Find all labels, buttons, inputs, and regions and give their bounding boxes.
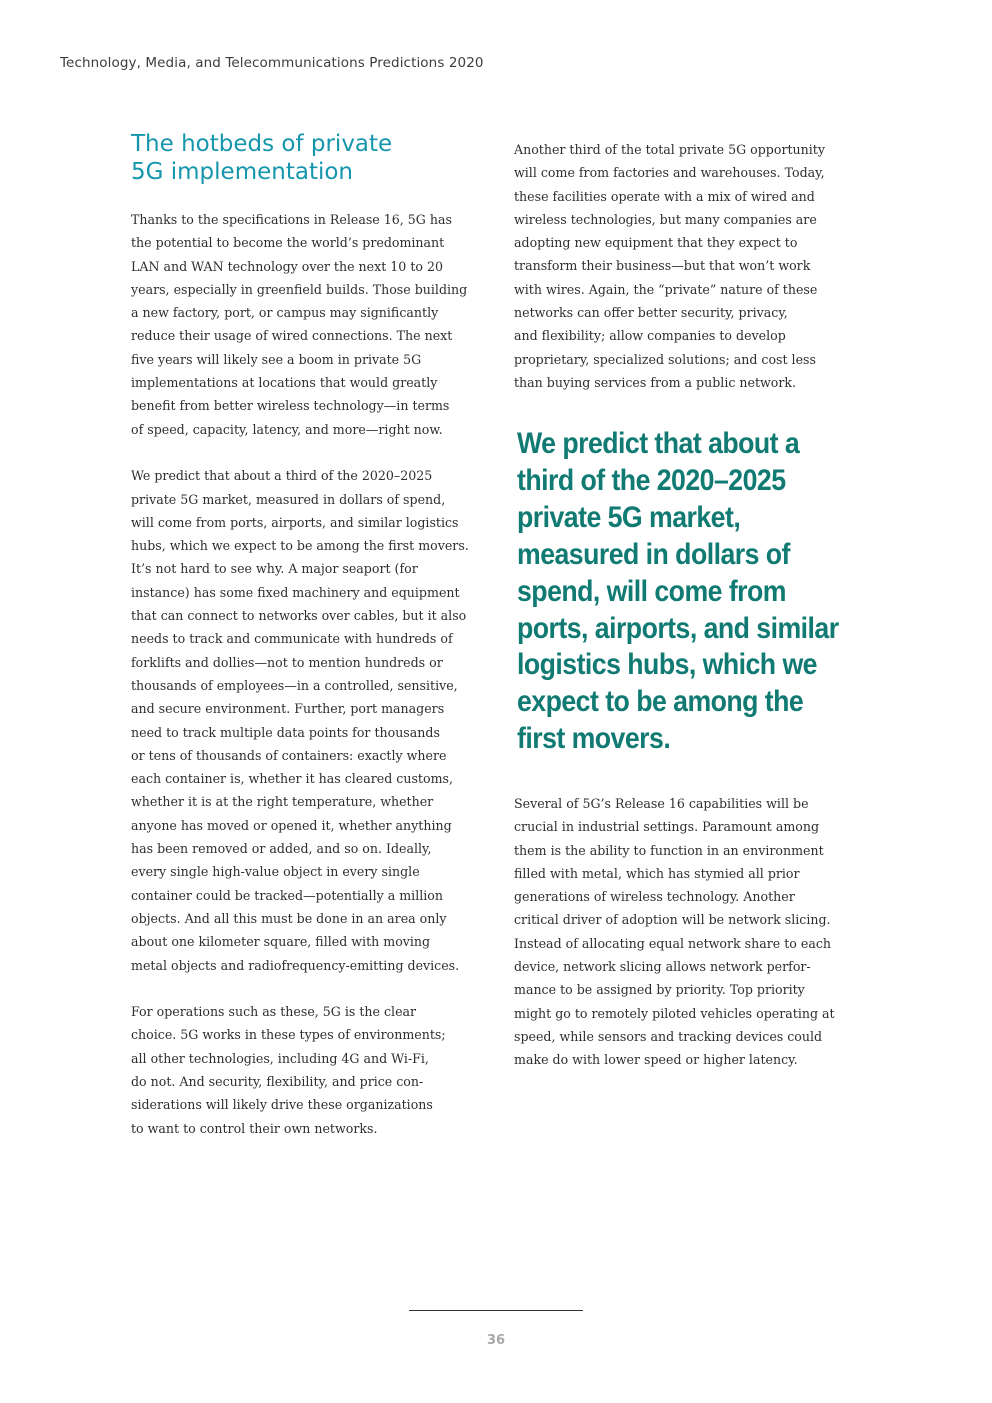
pull-quote-line: third of the 2020–2025 [517,463,786,497]
left-column [131,130,481,1163]
text-line: Another third of the total private 5G opportunity [514,142,825,157]
text-line: We predict that about a third of the 2020–2025 [131,468,433,484]
text-line: container could be tracked—potentially a million [131,887,443,903]
text-line: Instead of allocating equal network share to each [514,935,831,951]
text-line: private 5G market, measured in dollars of spend, [131,491,446,507]
text-line: thousands of employees—in a controlled, sensitive, [131,677,458,693]
pull-quote-line: first movers. [517,722,671,756]
text-line: needs to track and communicate with hundreds of [131,631,453,647]
pull-quote-line: ports, airports, and similar [517,611,839,645]
body-paragraph [131,464,481,977]
text-line: about one kilometer square, filled with moving [131,934,431,950]
text-line: adopting new equipment that they expect to [514,235,798,251]
text-line: instance) has some fixed machinery and equipment [131,584,460,600]
text-line: networks can offer better security, privacy, [514,305,788,321]
section-title [131,130,481,186]
body-paragraph [131,208,481,441]
text-line: reduce their usage of wired connections. The next [131,328,453,344]
text-line: objects. And all this must be done in an area only [131,910,447,926]
body-paragraph [131,1000,481,1140]
text-line: years, especially in greenfield builds. Those building [131,281,468,297]
text-line: a new factory, port, or campus may significantly [131,305,439,321]
pull-quote-line: logistics hubs, which we [517,648,817,682]
text-line: whether it is at the right temperature, whether [131,794,434,810]
text-line: anyone has moved or opened it, whether anything [131,817,452,833]
text-line: proprietary, specialized solutions; and cost less [514,351,816,367]
text-line: with wires. Again, the “private” nature of these [514,281,818,297]
text-line: transform their business—but that won’t work [514,258,811,274]
text-line: hubs, which we expect to be among the first movers. [131,538,469,554]
text-line: It’s not hard to see why. A major seaport (for [131,561,418,577]
text-line: speed, while sensors and tracking devices could [514,1028,823,1044]
pull-quote-container [514,426,849,758]
text-line: crucial in industrial settings. Paramount among [514,819,820,835]
text-line: filled with metal, which has stymied all prior [514,865,800,881]
text-line: siderations will likely drive these organizations [131,1097,433,1113]
right-column [514,138,849,394]
right-column-lower [514,792,849,1072]
text-line: will come from factories and warehouses. Today, [514,165,825,181]
text-line: every single high-value object in every single [131,864,420,880]
text-line: Several of 5G’s Release 16 capabilities will be [514,796,809,811]
text-line: critical driver of adoption will be network slicing. [514,912,831,928]
text-line: need to track multiple data points for thousands [131,724,440,740]
text-line: generations of wireless technology. Another [514,889,795,905]
pull-quote-line: spend, will come from [517,574,786,608]
body-paragraph [514,138,849,394]
pull-quote-line: private 5G market, [517,500,741,534]
text-line: For operations such as these, 5G is the clear [131,1004,417,1020]
pull-quote-line: We predict that about a [517,427,800,460]
text-line: or tens of thousands of containers: exactly where [131,747,447,763]
text-line: each container is, whether it has cleared customs, [131,771,453,787]
pull-quote [517,426,839,758]
text-line: to want to control their own networks. [131,1120,378,1136]
text-line: all other technologies, including 4G and Wi-Fi, [131,1050,429,1066]
running-header: Technology, Media, and Telecommunications Predictions 2020 [60,55,484,71]
text-line: forklifts and dollies—not to mention hundreds or [131,654,443,670]
text-line: the potential to become the world’s predominant [131,235,445,251]
body-paragraph [514,792,849,1072]
text-line: of speed, capacity, latency, and more—right now. [131,421,443,437]
page-number: 36 [486,1333,506,1348]
text-line: make do with lower speed or higher latency. [514,1052,798,1068]
pull-quote-line: expect to be among the [517,685,804,719]
text-line: device, network slicing allows network perfor- [514,959,811,975]
footer-divider [409,1310,583,1311]
section-title-line: The hotbeds of private [131,131,393,157]
text-line: than buying services from a public network. [514,374,797,390]
section-title-line: 5G implementation [131,159,354,185]
text-line: LAN and WAN technology over the next 10 to 20 [131,258,443,274]
text-line: has been removed or added, and so on. Ideally, [131,841,432,857]
text-line: that can connect to networks over cables, but it also [131,608,467,624]
text-line: these facilities operate with a mix of wired and [514,188,815,204]
text-line: Thanks to the specifications in Release 16, 5G has [131,212,452,227]
text-line: will come from ports, airports, and similar logistics [131,514,459,530]
text-line: wireless technologies, but many companies are [514,211,817,227]
text-line: benefit from better wireless technology—in terms [131,398,450,414]
text-line: might go to remotely piloted vehicles operating at [514,1005,835,1021]
text-line: and secure environment. Further, port managers [131,701,445,717]
pull-quote-line: measured in dollars of [517,537,790,571]
text-line: them is the ability to function in an environment [514,842,824,858]
text-line: and flexibility; allow companies to develop [514,328,786,344]
text-line: five years will likely see a boom in private 5G [131,351,422,367]
text-line: mance to be assigned by priority. Top priority [514,982,805,998]
text-line: metal objects and radiofrequency-emitting devices. [131,957,460,973]
text-line: do not. And security, flexibility, and price con- [131,1073,424,1089]
text-line: implementations at locations that would greatly [131,375,438,391]
text-line: choice. 5G works in these types of environments; [131,1027,446,1043]
